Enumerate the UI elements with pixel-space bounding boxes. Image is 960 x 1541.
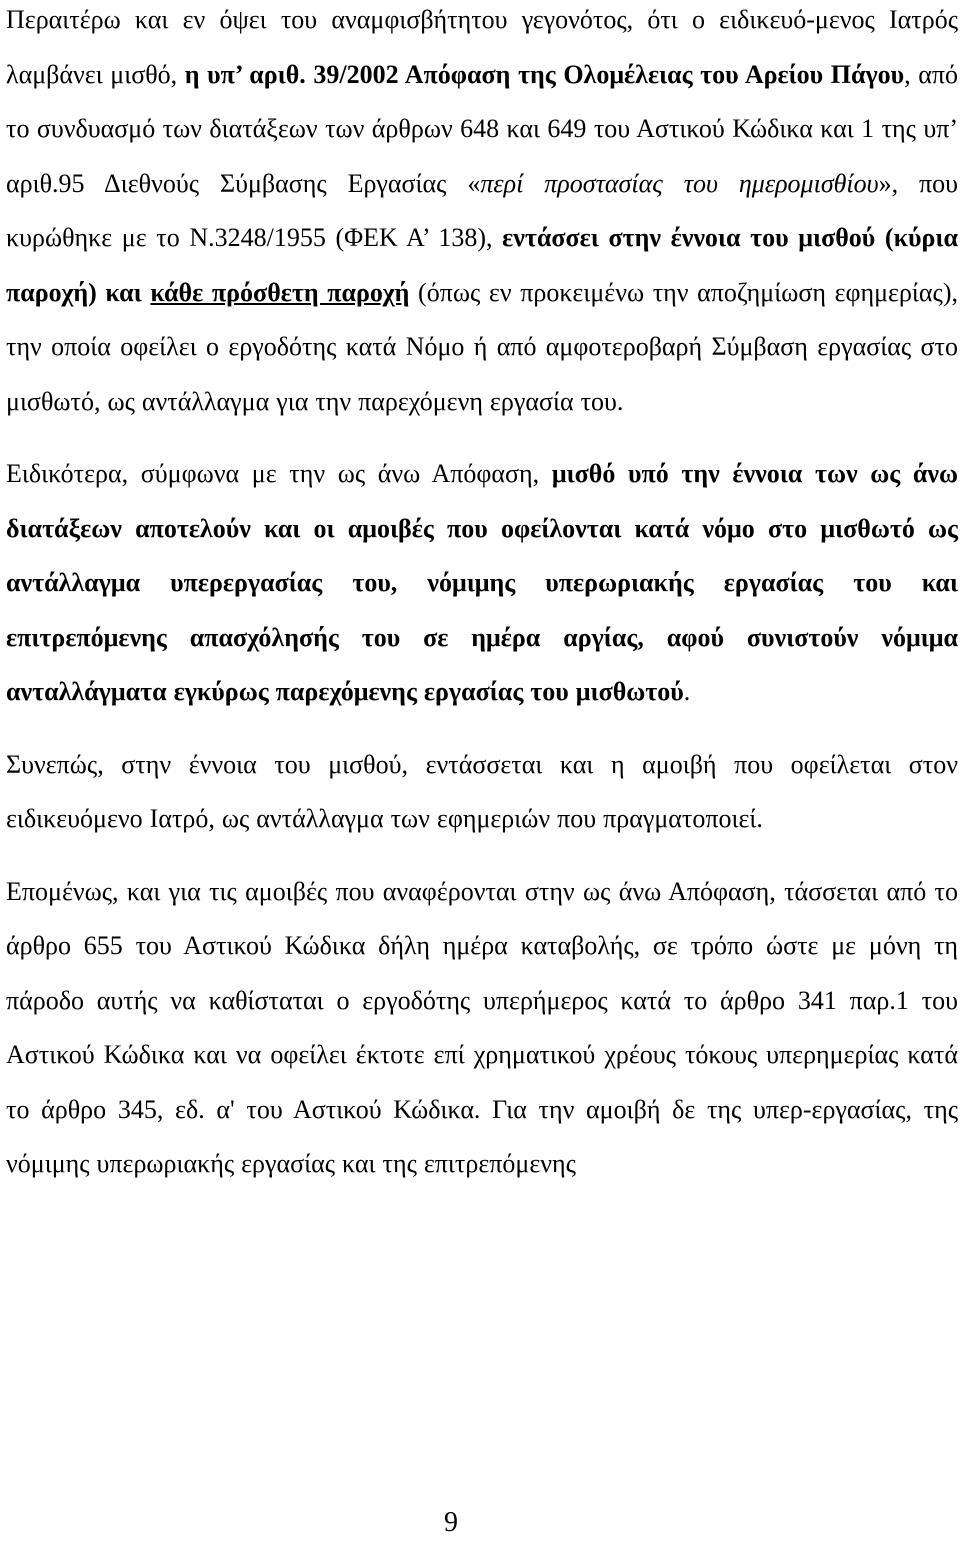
text-run: περί προστασίας του ημερομισθίου	[480, 168, 879, 198]
text-run: κάθε πρόσθετη παροχή	[150, 277, 410, 307]
text-run: Συνεπώς, στην έννοια του μισθού, εντάσσεται και η αμοιβή που οφείλεται στον ειδικευόμενο Ιατρό, ως αντάλλαγμα των εφημεριών που πραγματοποιεί.	[6, 749, 958, 833]
paragraph-4	[6, 865, 958, 1192]
document-page	[6, 0, 958, 1192]
paragraph-3	[6, 738, 958, 847]
text-run: Επομένως, και για τις αμοιβές που αναφέρονται στην ως άνω Απόφαση, τάσσεται από το άρθρο 655 του Αστικού Κώδικα δήλη ημέρα καταβολής, σε τρόπο ώστε με μόνη τη πάροδο αυτής να καθίσταται ο εργοδότης υπερήμερος κατά το άρθρο 341 παρ.1 του Αστικού Κώδικα και να οφείλει έκτοτε επί χρηματικού χρέους τόκους υπερημερίας κατά το άρθρο 345, εδ. α' του Αστικού Κώδικα. Για την αμοιβή δε της υπερ-εργασίας, της νόμιμης υπερωριακής εργασίας και της επιτρεπόμενης	[6, 876, 958, 1178]
text-run: Περαιτέρω και εν όψει του αναμφισβήτητου γεγονότος, ότι ο ειδικευό-μενος Ιατρός λαμβάνει μισθό,	[6, 5, 958, 89]
text-run: μισθό υπό την έννοια των ως άνω διατάξεων αποτελούν και οι αμοιβές που οφείλονται κατά νόμο στο μισθωτό ως αντάλλαγμα υπερεργασίας του, νόμιμης υπερωριακής εργασίας του και επιτρεπόμενης απασχόλησής του σε ημέρα αργίας, αφού συνιστούν νόμιμα ανταλλάγματα εγκύρως παρεχόμενης εργασίας του μισθωτού	[6, 459, 958, 706]
text-run: εντάσσει στην έννοια του μισθού (κύρια παροχή) και	[6, 223, 958, 307]
text-run: (όπως εν προκειμένω την αποζημίωση εφημερίας), την οποία οφείλει ο εργοδότης κατά Νόμο ή από αμφοτεροβαρή Σύμβαση εργασίας στο μισθωτό, ως αντάλλαγμα για την παρεχόμενη εργασία του.	[6, 277, 959, 416]
text-run: », που κυρώθηκε με το Ν.3248/1955 (ΦΕΚ Α’ 138),	[6, 168, 958, 252]
text-run: Ειδικότερα, σύμφωνα με την ως άνω Απόφαση,	[6, 459, 552, 488]
text-run: , από το συνδυασμό των διατάξεων των άρθρων 648 και 649 του Αστικού Κώδικα και 1 της υπ’ αριθ.95 Διεθνούς Σύμβασης Εργασίας «	[6, 59, 959, 198]
text-run: .	[683, 677, 691, 706]
page-number: 9	[444, 1507, 458, 1538]
paragraph-1	[6, 0, 958, 429]
paragraph-2	[6, 447, 958, 720]
text-run: η υπ’ αριθ. 39/2002 Απόφαση της Ολομέλειας του Αρείου Πάγου	[184, 59, 905, 89]
